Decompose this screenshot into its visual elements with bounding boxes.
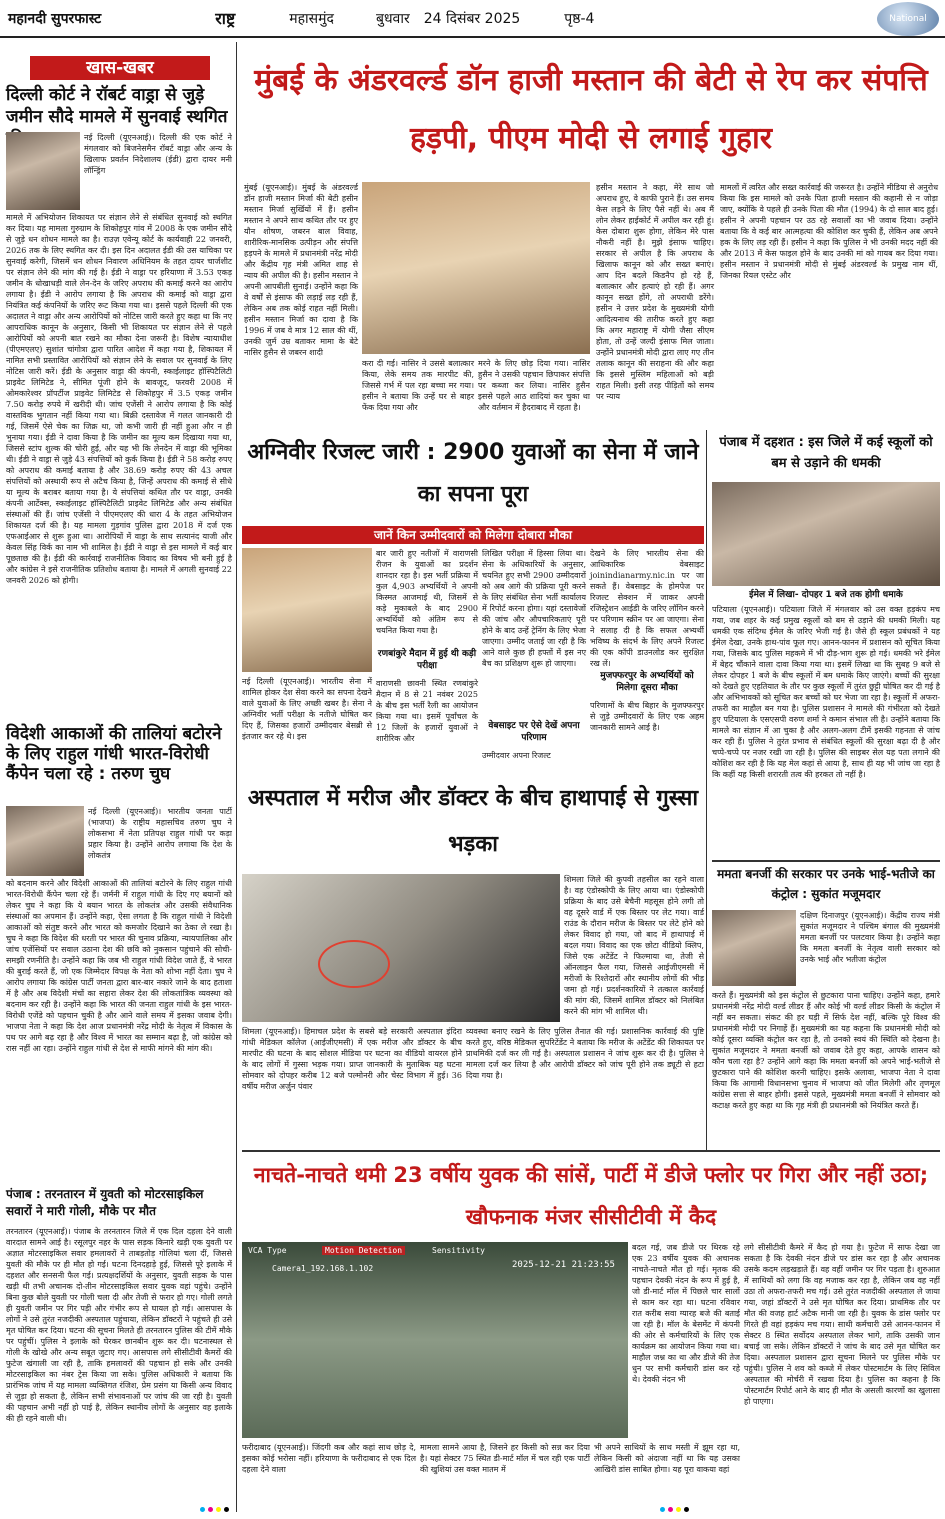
agniveer-body-col1: नई दिल्ली (यूएनआई)। भारतीय सेना में शामिल होकर देश सेवा करने का सपना देखने वाले युवाओं के लिए अच्छी खबर है। सेना ने अग्निवीर भर्ती परीक्षा के नतीजे घोषित कर दिए हैं, जिसका हजारों उम्मीदवार बेसब्री से इंतजार कर रहे थे। इस — [242, 677, 372, 741]
agniveer-body-col4: देखने के लिए भारतीय सेना की आधिकारिक वेबसाइट joinindianarmy.nic.in पर जा सकते हैं। वेबसाइट के होमपेज पर रिजल्ट सेक्शन में जाकर अपनी रजिस्ट्रेशन आईडी के जरिए लॉगिन करने पर परिणाम स्क्रीन पर आ जाएगा। सेना ने सलाह दी है कि सफल अभ्यर्थी भविष्य के संदर्भ के लिए अपने रिजल्ट की एक कॉपी डाउनलोड कर सुरक्षित रख लें। — [590, 549, 704, 668]
mamata-headline: ममता बनर्जी की सरकार पर उनके भाई-भतीजे का कंट्रोल : सुकांत मजूमदार — [712, 860, 940, 906]
story-tarntaran-body: तरनतारन (यूएनआई)। पंजाब के तरनतारन जिले में एक दिल दहला देने वाली वारदात सामने आई है। रसूलपुर नहर के पास सड़क किनारे खड़ी एक युवती पर अज्ञात मोटरसाइकिल सवार हमलावरों ने ताबड़तोड़ गोलियां चला दीं, जिससे युवती की मौके पर ही मौत हो गई। घटना दिनदहाड़े हुई, जिससे पूरे इलाके में दहशत और सनसनी फैल गई। प्रत्यक्षदर्शियों के अनुसार, युवती सड़क के पास खड़ी थी तभी अचानक दो-तीन मोटरसाइकिल सवार युवक वहां पहुंचे। उन्होंने बिना कुछ बोले युवती पर गोली चला दी और तेजी से फरार हो गए। गोली लगते ही युवती जमीन पर गिर पड़ी और गंभीर रूप से घायल हो गई। आसपास के लोगों ने उसे तुरंत नजदीकी अस्पताल पहुंचाया, लेकिन डॉक्टरों ने पहुंचते ही उसे मृत घोषित कर दिया। घटना की सूचना मिलते ही तरनतारन पुलिस की टीमें मौके पर पहुंचीं। पुलिस ने इलाके को घेरकर छानबीन शुरू कर दी। घटनास्थल से गोली के खोखे और अन्य सबूत जुटाए गए। आसपास लगे सीसीटीवी कैमरों की फुटेज खंगाली जा रही है, ताकि हमलावरों की पहचान हो सके और उनकी मोटरसाइकिल का नंबर ट्रेस किया जा सके। पुलिस अधिकारी ने बताया कि प्रारंभिक जांच में यह मामला व्यक्तिगत रंजिश, प्रेम प्रसंग या किसी अन्य विवाद से जुड़ा हो सकता है, लेकिन सभी संभावनाओं पर जांच की जा रही है। युवती की पहचान अभी नहीं हो पाई है, लेकिन स्थानीय लोगों के अनुसार वह इलाके की ही रहने वाली थी। — [6, 1227, 232, 1423]
agniveer-body-col3b: उम्मीदवार अपना रिजल्ट — [482, 751, 551, 760]
story-vadra-dateline: नई दिल्ली (यूएनआई)। दिल्ली की एक कोर्ट ने मंगलवार को बिजनेसमैन रॉबर्ट वाड्रा और अन्य के खिलाफ प्रवर्तन निदेशालय (ईडी) द्वारा दायर मनी लॉन्ड्रिंग — [84, 133, 232, 175]
hospital-body-col3: शिमला जिले की कुपवी तहसील का रहने वाला है। वह एंडोस्कोपी के लिए आया था। एंडोस्कोपी प्रक्रिया के बाद उसे बेचैनी महसूस होने लगी तो वह दूसरे वार्ड में एक बिस्तर पर लेट गया। वार्ड राउंड के दौरान मरीज के बिस्तर पर लेटे होने को लेकर विवाद हो गया, जो बाद में हाथापाई में बदल गया। विवाद का एक छोटा वीडियो क्लिप, जिसे एक अटेंडेंट ने फिल्माया था, तेजी से ऑनलाइन फैल गया, जिससे आईजीएमसी में मरीजों के रिश्तेदारों और स्थानीय लोगों की भीड़ जमा हो गई। प्रदर्शनकारियों ने तत्काल कार्रवाई की मांग की, जिसमें शामिल डॉक्टर को निलंबित करने की मांग भी शामिल थी। — [564, 875, 704, 1016]
agniveer-parade-photo — [242, 548, 372, 672]
chugh-photo — [6, 806, 84, 876]
hospital-headline: अस्पताल में मरीज और डॉक्टर के बीच हाथापाई से गुस्सा भड़का — [247, 786, 699, 857]
city: महासमुंद — [289, 10, 334, 27]
agniveer-headline: अग्निवीर रिजल्ट जारी : 2900 युवाओं का सेना में जाने का सपना पूरा — [247, 440, 699, 507]
story-chugh-body: को बदनाम करने और विदेशी आकाओं की तालियां बटोरने के लिए राहुल गांधी भारत-विरोधी कैंपेन चला रहे हैं। जर्मनी में राहुल गांधी के दिए गए बयानों को लेकर चुघ ने कहा कि ये बयान भारत के लोकतंत्र और उसकी संवैधानिक संस्थाओं का अपमान हैं। उन्होंने कहा, ऐसा लगता है कि राहुल गांधी ने विदेशी आकाओं को संतुष्ट करने और भारत को कमजोर दिखाने का ठेका ले रखा है। चुघ ने कहा कि विदेश की धरती पर भारत की चुनाव प्रक्रिया, न्यायपालिका और जांच एजेंसियों पर सवाल उठाना देश की छवि को नुकसान पहुंचाने की सोची-समझी रणनीति है। उन्होंने कहा कि जब भी राहुल गांधी विदेश जाते हैं, वे भारत की बुराई करते हैं, जो एक जिम्मेदार विपक्ष के नेता को शोभा नहीं देता। चुघ ने आरोप लगाया कि कांग्रेस पार्टी जनता द्वारा बार-बार नकारे जाने के बाद हताशा में है और अब विदेशी मंचों का सहारा लेकर देश की लोकतांत्रिक व्यवस्था को बदनाम कर रही है। उन्होंने कहा कि भारत की जनता राहुल गांधी के इस भारत-विरोधी एजेंडे को पहचान चुकी है और आने वाले समय में इसका जवाब देगी। भाजपा नेता ने कहा कि देश आज प्रधानमंत्री नरेंद्र मोदी के नेतृत्व में विकास के पथ पर आगे बढ़ रहा है और विश्व में भारत का सम्मान बढ़ा है, जो कांग्रेस को रास नहीं आ रहा। उन्होंने राहुल गांधी से देश से माफी मांगने की मांग की। — [6, 879, 232, 1053]
vadra-photo — [6, 132, 80, 210]
top-story-body-col5: मामलों में त्वरित और सख्त कार्रवाई की जरूरत है। उन्होंने मीडिया से अनुरोध किया कि इस मामले को उनके पिता हाजी मस्तान की कहानी से न जोड़ा जाए, क्योंकि वे पहले ही उनके पिता की मौत (1994) के दो साल बाद हुई। हसीन ने अपनी पहचान पर उठ रहे सवालों का भी जवाब दिया। उन्होंने बताया कि वे कई बार आत्महत्या की कोशिश कर चुकी हैं, लेकिन अब अपने हक के लिए लड़ रही हैं। हसीन ने कहा कि पुलिस ने भी उनकी मदद नहीं की और 2013 में केस फाइल होने के बाद उनकी मां को गायब कर दिया गया। हसीन मस्तान ने प्रधानमंत्री मोदी से मुंबई अंडरवर्ल्ड के प्रमुख नाम थीं, जिनका रियल एस्टेट और — [720, 183, 938, 280]
mamata-body: करते हैं। मुख्यमंत्री को इस कंट्रोल से छुटकारा पाना चाहिए। उन्होंने कहा, हमारे प्रधानमंत्री नरेंद्र मोदी वर्ल्ड लीडर हैं और कोई भी वर्ल्ड लीडर किसी के कंट्रोल में नहीं बन सकता। संकट की हर घड़ी में सिर्फ देश नहीं, बल्कि पूरे विश्व की प्रधानमंत्री मोदी पर निगाहें हैं। मुख्यमंत्री का यह कहना कि प्रधानमंत्री मोदी को कोई दूसरा व्यक्ति कंट्रोल कर रहा है, तो उनको स्वयं की स्थिति को देखना है। सुकांत मजूमदार ने ममता बनर्जी को जवाब देते हुए कहा, आपके शासन को कौन चला रहा है? उन्होंने आगे कहा कि ममता बनर्जी को अपने भाई-भतीजे से छुटकारा पाने की कोशिश करनी चाहिए। इसके अलावा, भाजपा नेता ने दावा किया कि आगामी विधानसभा चुनाव में भाजपा को जीत मिलेगी और तृणमूल कांग्रेस सत्ता से बाहर होगी। इससे पहले, मुख्यमंत्री ममता बनर्जी ने सोमवार को कटाक्ष करते हुए कहा था कि गृह मंत्री ही प्रधानमंत्री को नियंत्रित करते हैं। — [712, 991, 940, 1110]
story-tarntaran-headline: पंजाब : तरनतारन में युवती को मोटरसाइकिल सवारों ने मारी गोली, मौके पर मौत — [6, 1187, 204, 1218]
story-vadra-body: मामले में अभियोजन शिकायत पर संज्ञान लेने से संबंधित सुनवाई को स्थगित कर दिया। यह मामला गुरुग्राम के शिकोहपुर गांव में 2008 के एक जमीन सौदे से जुड़े धन शोधन मामले का है। राउज़ एवेन्यू कोर्ट के कार्यवाही 22 जनवरी, 2026 तक के लिए स्थगित कर दी। इस दिन अदालत ईडी की उस याचिका पर सुनवाई करेगी, जिसमें धन शोधन निवारण अधिनियम के तहत दायर चार्जशीट पर संज्ञान लेने की मांग की गई है। ईडी ने वाड्रा पर हरियाणा में 3.53 एकड़ जमीन के धोखाधड़ी वाले लेन-देन के जरिए अपराध की कमाई करने का आरोप लगाया है। ईडी ने आरोप लगाया है कि अपराध की कमाई को वाड्रा द्वारा नियंत्रित कई कंपनियों के जरिए रूट किया गया था। इससे पहले दिल्ली की एक अदालत ने वाड्रा और अन्य आरोपियों को नोटिस जारी करते हुए कहा था कि नए आपराधिक कानून के अनुसार, किसी भी शिकायत पर संज्ञान लेने से पहले आरोपियों को अपनी बात रखने का मौका देना जरूरी है। विशेष न्यायाधीश (पीएमएलए) सुशांत चांगोत्रा द्वारा पारित आदेश में कहा गया है, शिकायत में नामित सभी प्रस्तावित आरोपियों को संज्ञान लेने के सवाल पर सुनवाई के लिए नोटिस जारी करें। ईडी के अनुसार वाड्रा की कंपनी, स्काईलाइट हॉस्पिटैलिटी प्राइवेट लिमिटेड ने, सीमित पूंजी होने के बावजूद, फरवरी 2008 में ओमकारेश्वर प्रॉपर्टीज प्राइवेट लिमिटेड से शिकोहपुर में 3.5 एकड़ जमीन 7.50 करोड़ रुपये में खरीदी थी। जांच एजेंसी ने आरोप लगाया है कि कोई वास्तविक भुगतान नहीं किया गया था। बिक्री दस्तावेज में गलत जानकारी दी गई, जिसमें ऐसे चेक का जिक्र था, जो कभी जारी ही नहीं हुआ और न ही भुनाया गया। ईडी ने दावा किया है कि जमीन का मूल्य कम दिखाया गया था, जिससे स्टांप शुल्क की चोरी हुई, और यह भी कि लेनदेन में वाड्रा की भूमिका थी। ईडी ने वाड्रा से जुड़े 43 संपत्तियों को कुर्क किया है। ईडी ने 58 करोड़ रुपए को अपराध की कमाई बताया है और 38.69 करोड़ रुपए की 43 अचल संपत्तियों को अस्थायी रूप से अटैच किया है, जिन्हें अपराध की कमाई से सीधे या मूल्य के बराबर बताया गया है। ये संपत्तियां कथित तौर पर वाड्रा, उनकी कंपनी आर्टेक्स, स्काईलाइट हॉस्पिटैलिटी प्राइवेट लिमिटेड और अन्य संबंधित संस्थाओं की हैं। जांच एजेंसी ने पीएमएलए की धारा 4 के तहत अभियोजन शिकायत दर्ज की है। यह मामला गुड़गांव पुलिस द्वारा 2018 में दर्ज एक एफआईआर से शुरू हुआ था। आरोपियों में वाड्रा के साथ सत्यानंद याजी और केवल सिंह विर्क का नाम भी शामिल है। ईडी ने वाड्रा से इस मामले में कई बार पूछताछ की है। ईडी की कार्रवाई राजनीतिक विवाद का विषय भी बनी हुई है और कांग्रेस ने इसे राजनीतिक प्रतिशोध बताया है। मामले में अगली सुनवाई 22 जनवरी 2026 को होगी। — [6, 213, 232, 585]
dj-body-col2: मामला सामने आया है, जिसने हर किसी को सन्न कर दिया है। यहां सेक्टर 75 स्थित डी-मार्ट मॉल में चल रही एक पार्टी की खुशियां उस वक्त मातम में — [420, 1443, 590, 1474]
khas-khabar-tag: खास-खबर — [30, 56, 210, 80]
dj-body-col4: भी अपने साथियों के साथ मस्ती में झूम रहा था, लेकिन किसी को अंदाजा नहीं था कि यह उसका आखिरी डांस साबित होगा। यह पूरा वाकया वहां — [594, 1443, 740, 1474]
story-vadra-headline: दिल्ली कोर्ट ने रॉबर्ट वाड्रा से जुड़े जमीन सौदे मामले में सुनवाई स्थगित — [6, 85, 228, 127]
agniveer-subhead-bar: जानें किन उम्मीदवारों को मिलेगा दोबारा मौका — [242, 526, 704, 544]
haseen-mastan-photo — [362, 182, 590, 354]
cctv-channel: Camera1_192.168.1.102 — [272, 1264, 374, 1273]
agniveer-sub1: रणबांकुरे मैदान में हुई थी कड़ी परीक्षा — [377, 649, 477, 671]
agniveer-sub2: वेबसाइट पर ऐसे देखें अपना परिणाम — [488, 721, 580, 743]
date: 24 दिसंबर 2025 — [423, 10, 521, 27]
sukanta-majumdar-photo — [712, 910, 796, 986]
hospital-fight-photo — [242, 874, 560, 1022]
page-number: पृष्ठ-4 — [564, 10, 595, 27]
punjab-threat-headline: पंजाब में दहशत : इस जिले में कई स्कूलों को बम से उड़ाने की धमकी — [719, 435, 933, 471]
column-rule — [706, 430, 707, 1150]
agniveer-body-col2b: वाराणसी छावनी स्थित रणबांकुरे मैदान में 8 से 21 नवंबर 2025 के बीच इस भर्ती रैली का आयोजन किया गया था। इसमें पूर्वांचल के 12 जिलों के हजारों युवाओं ने शारीरिक और — [376, 679, 478, 743]
agniveer-body-col2: बार जारी हुए नतीजों में वाराणसी रीजन के युवाओं का प्रदर्शन शानदार रहा है। इस भर्ती प्रक्रिया में कुल 4,903 अभ्यर्थियों ने अपनी किस्मत आजमाई थी, जिसमें से कड़े मुकाबले के बाद 2900 अभ्यर्थियों को अंतिम रूप से चयनित किया गया है। — [376, 549, 478, 635]
cctv-label-vca: VCA Type — [248, 1246, 287, 1255]
hospital-body-col1: शिमला (यूएनआई)। हिमाचल प्रदेश के सबसे बड़े सरकारी अस्पताल इंदिरा गांधी मेडिकल कॉलेज (आईजीएमसी) में एक मरीज और डॉक्टर के बीच मारपीट की घटना के बाद सोशल मीडिया पर घटना का वीडियो वायरल होने के बाद लोगों में गुस्सा भड़क गया। प्राप्त जानकारी के मुताबिक यह घटना सोमवार को दोपहर करीब 12 बजे पल्मोनरी और चेस्ट विभाग में हुई। 36 वर्षीय मरीज अर्जुन पंवार — [242, 1027, 462, 1091]
national-news-logo: National News — [877, 2, 939, 36]
punjab-police-photo — [712, 482, 940, 586]
cctv-footage-photo — [242, 1242, 628, 1438]
dj-body-col5: लगे सीसीटीवी कैमरे में कैद हो गया है। फुटेज में साफ देखा जा सकता है कि देवकी नंदन डीजे पर डांस कर रहा है और अचानक उसके कदम लड़खड़ाते हैं। वह वहीं जमीन पर गिर पड़ता है। शुरुआत में साथियों को लगा कि वह मजाक कर रहा है, लेकिन जब वह नहीं उठा तो अफरा-तफरी मच गई। उसे तुरंत नजदीकी अस्पताल ले जाया गया, जहां डॉक्टरों ने उसे मृत घोषित कर दिया। प्राथमिक तौर पर मौत की वजह हार्ट अटैक मानी जा रही है। युवक के डांस फ्लोर पर गिरते ही वहां हड़कंप मच गया। साथी कर्मचारी उसे आनन-फानन में सेक्टर 8 स्थित सर्वोदय अस्पताल लेकर भागे, ताकि उसकी जान बचाई जा सके। लेकिन डॉक्टरों ने जांच के बाद उसे मृत घोषित कर दिया। अस्पताल प्रशासन द्वारा सूचना मिलने पर पुलिस मौके पर पहुंची। पुलिस ने शव को कब्जे में लेकर पोस्टमार्टम के लिए सिविल अस्पताल की मोर्चरी में रखवा दिया है। पुलिस का कहना है कि पोस्टमार्टम रिपोर्ट आने के बाद ही मौत के असली कारणों का खुलासा हो पाएगा। — [744, 1243, 940, 1406]
story-chugh-dateline: नई दिल्ली (यूएनआई)। भारतीय जनता पार्टी (भाजपा) के राष्ट्रीय महासचिव तरुण चुघ ने लोकसभा में नेता प्रतिपक्ष राहुल गांधी पर कड़ा प्रहार किया है। उन्होंने आरोप लगाया कि देश के लोकतंत्र — [88, 807, 232, 860]
top-story-headline: मुंबई के अंडरवर्ल्ड डॉन हाजी मस्तान की बेटी से रेप कर संपत्ति हड़पी, पीएम मोदी से लगाई गुहार — [254, 63, 928, 156]
agniveer-body-col3: लिखित परीक्षा में हिस्सा लिया था। सेना के अधिकारियों के अनुसार, चयनित हुए सभी 2900 उम्मीदवारों को अब आगे की प्रक्रिया पूरी करने के लिए संबंधित सेना भर्ती कार्यालय में रिपोर्ट करना होगा। यहां दस्तावेजों की जांच और औपचारिकताएं पूरी होने के बाद उन्हें ट्रेनिंग के लिए भेजा जाएगा। उम्मीद जताई जा रही है कि आने वाले कुछ ही हफ्तों में इस नए बैच का प्रशिक्षण शुरू हो जाएगा। — [482, 549, 586, 668]
punjab-caption: ईमेल में लिखा- दोपहर 1 बजे तक होगी धमाके — [749, 590, 903, 600]
cctv-label-sensitivity: Sensitivity — [432, 1246, 485, 1255]
section-title: राष्ट्र — [215, 9, 236, 28]
top-story-body-col3: मरने के लिए छोड़ दिया गया। नासिर हुसैन ने उसकी पहचान छिपाकर संपत्ति पर कब्जा कर लिया। नासिर हुसैन इससे पहले आठ शादियां कर चुका था और वर्तमान में हैदराबाद में रहता है। — [478, 359, 590, 412]
registration-marks — [660, 1507, 689, 1513]
mamata-dateline: दक्षिण दिनाजपुर (यूएनआई)। केंद्रीय राज्य मंत्री सुकांत मजूमदार ने पश्चिम बंगाल की मुख्यमंत्री ममता बनर्जी पर पलटवार किया है। उन्होंने कहा कि ममता बनर्जी के नेतृत्व वाली सरकार को उनके भाई और भतीजा कंट्रोल — [800, 911, 940, 964]
top-story-body-col1: मुंबई (यूएनआई)। मुंबई के अंडरवर्ल्ड डॉन हाजी मस्तान मिर्जा की बेटी हसीन मस्तान मिर्जा सुर्खियों में हैं। हसीन मस्तान ने अपने साथ कथित तौर पर हुए यौन शोषण, जबरन बाल विवाह, शारीरिक-मानसिक उत्पीड़न और संपत्ति हड़पने के मामले में प्रधानमंत्री नरेंद्र मोदी और केंद्रीय गृह मंत्री अमित शाह से न्याय की अपील की है। हसीन मस्तान ने अपनी आपबीती सुनाई। उन्होंने कहा कि वे वर्षों से इंसाफ की लड़ाई लड़ रही हैं, लेकिन अब तक कोई राहत नहीं मिली। हसीन मस्तान मिर्जा का दावा है कि 1996 में जब वे मात्र 12 साल की थीं, उनकी जुर्म उम्र बताकर मामा के बेटे नासिर हुसैन से जबरन शादी — [244, 183, 358, 357]
cctv-label-motion: Motion Detection — [322, 1246, 405, 1255]
top-story-body-col4: हसीन मस्तान ने कहा, मेरे साथ जो अपराध हुए, वे काफी पुराने हैं। उस समय केस लड़ने के लिए पैसे नहीं थे। अब मैं लोन लेकर हाईकोर्ट में अपील कर रही हूं। केस दोबारा शुरू होगा, लेकिन मेरे पास नौकरी नहीं है। मुझे इंसाफ चाहिए। सरकार से अपील है कि अपराध के खिलाफ कानून को और सख्त बनाएं। आप दिन बदले किडनैप हो रहे हैं, बलात्कार और हत्याएं हो रही हैं। अगर कानून सख्त होंगे, तो अपराधी डरेंगे। हसीन ने उत्तर प्रदेश के मुख्यमंत्री योगी आदित्यनाथ की तारीफ करते हुए कहा कि अगर महाराष्ट्र में योगी जैसा सीएम होता, तो उन्हें जल्दी इंसाफ मिल जाता। उन्होंने प्रधानमंत्री मोदी द्वारा लाए गए तीन तलाक कानून की सराहना की और कहा कि इससे मुस्लिम महिलाओं को बड़ी राहत मिली। इसी तरह पीड़ितों को समय पर न्याय — [596, 183, 714, 401]
registration-marks — [200, 1507, 229, 1513]
story-chugh-headline: विदेशी आकाओं की तालियां बटोरने के लिए राहुल गांधी भारत-विरोधी कैंपेन चला रहे : तरुण चुघ — [6, 724, 222, 784]
paper-name: महानदी सुपरफास्ट — [8, 10, 102, 27]
agniveer-body-col4b: परिणामों के बीच बिहार के मुजफ्फरपुर से जुड़े उम्मीदवारों के लिए एक अहम जानकारी सामने आई है। — [590, 701, 704, 732]
dj-headline: नाचते-नाचते थमी 23 वर्षीय युवक की सांसें, पार्टी में डीजे फ्लोर पर गिरा और नहीं उठा; खौफनाक मंजर सीसीटीवी में कैद — [242, 1150, 940, 1238]
dj-body-col3: बदल गई, जब डीजे पर थिरक रहे एक 23 वर्षीय युवक की अचानक नाचते-नाचते मौत हो गई। मृतक की पहचान देवकी नंदन के रूप में हुई है, जो डी-मार्ट मॉल में पिछले चार सालों से काम कर रहा था। घटना रविवार रात करीब सवा ग्यारह बजे की बताई जा रही है। मॉल के बेसमेंट में कंपनी की ओर से कर्मचारियों के लिए एक कार्यक्रम का आयोजन किया गया था। माहौल जश्न का था और डीजे की तेज धुन पर सभी कर्मचारी डांस कर रहे थे। देवकी नंदन भी — [632, 1243, 740, 1384]
dj-body-col1: फरीदाबाद (यूएनआई)। जिंदगी कब और कहां साथ छोड़ दे, इसका कोई भरोसा नहीं। हरियाणा के फरीदाबाद से एक दिल दहला देने वाला — [242, 1443, 416, 1474]
weekday: बुधवार — [375, 10, 410, 27]
top-story-body-col2: करा दी गई। नासिर ने उससे बलात्कार किया, लेके समय तक मारपीट की, जिससे गर्भ में पल रहा बच्चा मर गया। हसीन ने बताया कि उन्हें घर से बाहर फेंक दिया गया और — [362, 359, 474, 412]
punjab-threat-body: पटियाला (यूएनआई)। पटियाला जिले में मंगलवार को उस वक्त हड़कंप मच गया, जब शहर के कई प्रमुख स्कूलों को बम से उड़ाने की धमकी मिली। यह धमकी एक संदिग्ध ईमेल के जरिए भेजी गई है। जैसे ही स्कूल प्रबंधकों ने यह ईमेल देखा, उनके हाथ-पांव फूल गए। आनन-फानन में प्रशासन को सूचित किया गया, जिसके बाद पुलिस महकमे में भी दौड़-भाग शुरू हो गई। धमकी भरे ईमेल में बेहद चौंकाने वाला दावा किया गया था। इसमें लिखा था कि सुबह 9 बजे से लेकर दोपहर 1 बजे के बीच स्कूलों में बम धमाके किए जाएंगे। बच्चों की सुरक्षा को देखते हुए एहतियात के तौर पर कुछ स्कूलों में तुरंत छुट्टी घोषित कर दी गई है और अभिभावकों को सूचित कर बच्चों को घर भेजा जा रहा है। स्कूलों में अफरा-तफरी का माहौल बन गया है। पुलिस प्रशासन ने मामले की गंभीरता को देखते हुए पटियाला के एसएसपी वरुण शर्मा ने कमान संभाल ली है। उन्होंने बताया कि मामले का संज्ञान में आ चुका है और अलग-अलग टीमें इसकी गहनता से जांच कर रही हैं। पुलिस ने तुरंत प्रभाव से संबंधित स्कूलों की सुरक्षा बढ़ा दी है और चप्पे-चप्पे पर नजर रखी जा रही है। पुलिस की साइबर सेल यह पता लगाने की कोशिश कर रही है कि यह मेल कहां से आया है, साथ ही यह भी जांच जा रहा है कि कहीं यह किसी शरारती तत्व की हरकत तो नहीं है। — [712, 605, 940, 779]
agniveer-sub3: मुजफ्फरपुर के अभ्यर्थियों को मिलेगा दूसरा मौका — [600, 671, 694, 693]
column-rule — [236, 42, 237, 1512]
hospital-body-col2: व्यवस्था बनाए रखने के लिए पुलिस तैनात की गई। प्रशासनिक कार्रवाई की पुष्टि करते हुए, वरिष्ठ मेडिकल सुपरिटेंडेंट ने बताया कि मरीज के अटेंडेंट की शिकायत पर प्राथमिकी दर्ज कर ली गई है। अस्पताल प्रशासन ने जांच शुरू कर दी है। पुलिस ने मामला दर्ज कर लिया है और आरोपी डॉक्टर को जांच पूरी होने तक ड्यूटी से हटा दिया गया है। — [466, 1027, 704, 1080]
cctv-timestamp: 2025-12-21 21:23:55 — [512, 1260, 615, 1270]
masthead — [0, 0, 945, 58]
highlight-circle — [318, 940, 390, 988]
